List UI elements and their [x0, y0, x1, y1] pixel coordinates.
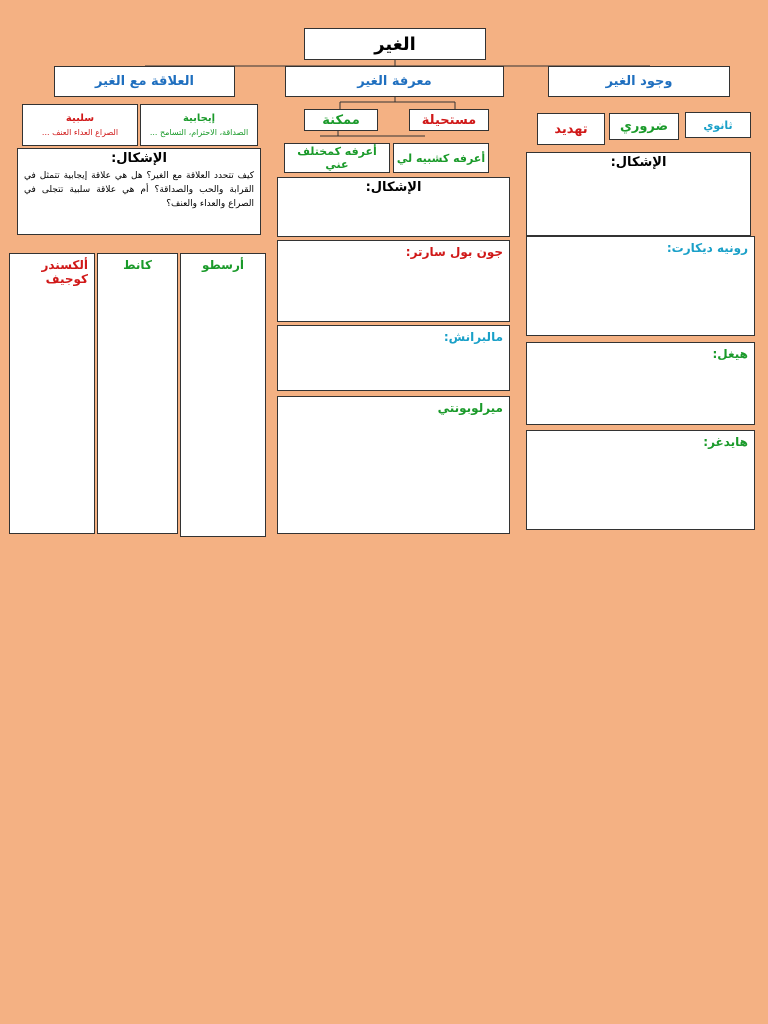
root-title: الغير	[304, 28, 486, 60]
problem-existence	[526, 152, 751, 236]
merleau-ponty-text	[278, 417, 509, 423]
aristotle-name: أرسطو	[201, 258, 245, 272]
problem-relation-heading: الإشكال:	[111, 151, 167, 166]
malebranche-name: مالبرانش:	[443, 330, 503, 344]
heidegger-text	[527, 451, 754, 457]
problem-relation-text: كيف تتحدد العلاقة مع الغير؟ هل هي علاقة إيجابية تتمثل في القرابة والحب والصداقة؟ أم هي علاقة سلبية تتجلى في الصراع والعداء والعنف؟	[24, 171, 254, 209]
card-kant	[97, 253, 178, 534]
sartre-name: جون بول سارتر:	[405, 245, 503, 259]
descartes-text	[527, 257, 754, 263]
card-malebranche	[277, 325, 510, 391]
malebranche-text	[278, 346, 509, 352]
relation-negative	[22, 104, 138, 146]
kojeve-text	[10, 288, 94, 292]
relation-positive-examples: الصداقة، الاحترام، التسامح ...	[149, 128, 249, 137]
problem-knowledge	[277, 177, 510, 237]
card-aristotle	[180, 253, 266, 537]
kant-name: كانط	[123, 258, 152, 272]
relation-negative-examples: الصراع العداء العنف ...	[41, 128, 119, 137]
axis-existence: وجود الغير	[548, 66, 730, 97]
existence-secondary: ثانوي	[685, 112, 751, 138]
relation-negative-label: سلبية	[65, 113, 95, 124]
card-heidegger	[526, 430, 755, 530]
axis-relation: العلاقة مع الغير	[54, 66, 235, 97]
kojeve-name: ألكسندر كوجيف	[41, 258, 88, 286]
heidegger-name: هايدغر:	[703, 435, 748, 449]
descartes-name: رونيه ديكارت:	[666, 241, 748, 255]
problem-relation	[17, 148, 261, 235]
knowledge-as-different: أعرفه كمختلف عني	[284, 143, 390, 173]
knowledge-as-similar: أعرفه كشبيه لي	[393, 143, 489, 173]
aristotle-text	[181, 274, 265, 278]
knowledge-impossible: مستحيلة	[409, 109, 489, 131]
merleau-ponty-name: ميرلوبونتي	[437, 401, 503, 415]
existence-necessary: ضروري	[609, 113, 679, 140]
problem-existence-heading: الإشكال:	[610, 155, 667, 170]
hegel-text	[527, 363, 754, 369]
card-descartes	[526, 236, 755, 336]
relation-positive	[140, 104, 258, 146]
card-sartre	[277, 240, 510, 322]
hegel-name: هيغل:	[712, 347, 748, 361]
axis-knowledge: معرفة الغير	[285, 66, 504, 97]
card-merleau-ponty	[277, 396, 510, 534]
problem-knowledge-heading: الإشكال:	[365, 180, 422, 195]
card-hegel	[526, 342, 755, 425]
kant-text	[98, 274, 177, 278]
card-kojeve	[9, 253, 95, 534]
sartre-text	[278, 261, 509, 267]
existence-threat: تهديد	[537, 113, 605, 145]
relation-positive-label: إيجابية	[182, 113, 216, 124]
knowledge-possible: ممكنة	[304, 109, 378, 131]
